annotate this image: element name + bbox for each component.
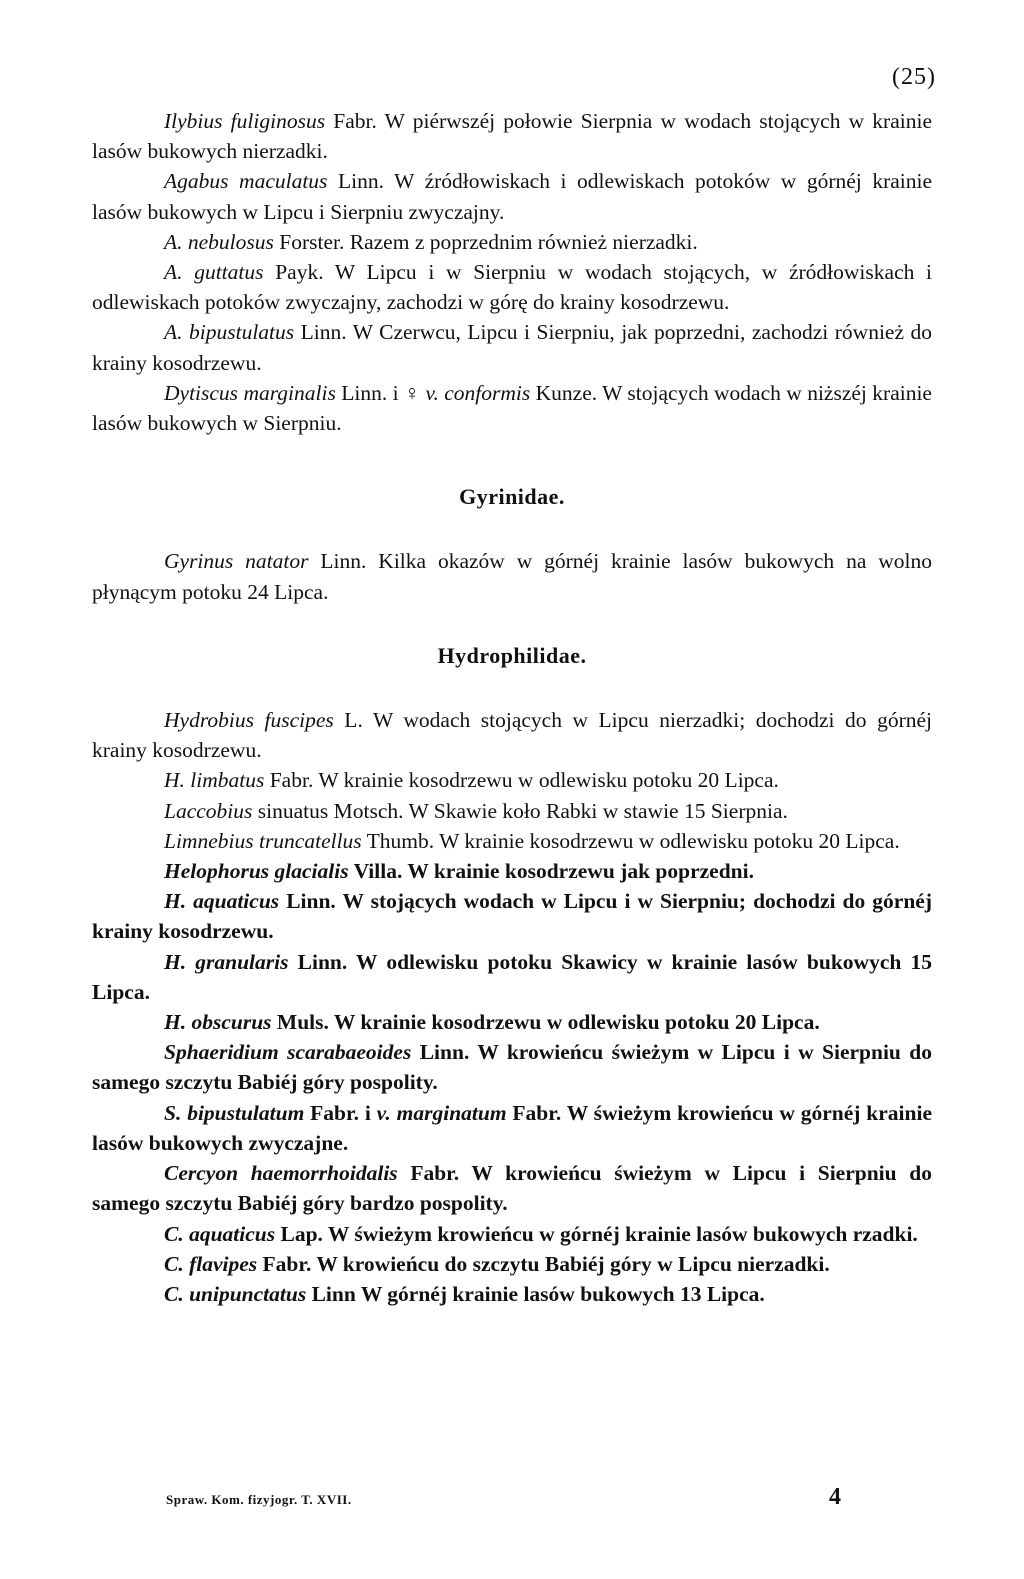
species-name: Helophorus glacialis <box>164 859 349 884</box>
entry-description: W wodach stojących w Lipcu nierzadki; dochodzi do górnéj krainy kosodrzewu. <box>92 708 932 763</box>
species-author: Muls. <box>271 1010 329 1035</box>
species-author: Payk. <box>263 260 324 285</box>
species-name: Ilybius fuliginosus <box>164 109 326 133</box>
species-author: Lap. <box>275 1221 323 1246</box>
species-name: A. nebulosus <box>164 229 274 254</box>
species-entry <box>92 227 932 257</box>
species-name: Hydrobius fuscipes <box>164 708 334 733</box>
species-entry <box>92 546 932 606</box>
species-author: Fabr. <box>264 768 314 793</box>
species-author: Linn. <box>288 949 348 974</box>
species-entry <box>92 1249 932 1279</box>
entry-description: W krainie kosodrzewu w odlewisku potoku 20 Lipca. <box>434 828 900 853</box>
species-name: H. granularis <box>164 949 289 974</box>
species-author: Fabr. <box>325 109 377 133</box>
species-entry <box>92 886 932 946</box>
entry-description: W krowieńcu świeżym w Lipcu i w Sierpniu do samego szczytu Babiéj góry pospolity. <box>92 1040 932 1095</box>
variety-name: v. marginatum <box>376 1100 507 1125</box>
variety-author: Fabr. <box>506 1100 562 1125</box>
species-entry <box>92 166 932 226</box>
entry-description: W krowieńcu świeżym w Lipcu i Sierpniu do samego szczytu Babiéj góry bardzo pospolity. <box>92 1161 932 1216</box>
species-entry <box>92 378 932 438</box>
species-author: Villa. <box>348 859 403 884</box>
footer-signature-number: 4 <box>829 1484 841 1510</box>
section-heading-hydrophilidae: Hydrophilidae. <box>437 642 587 668</box>
entry-description: W górnéj krainie lasów bukowych 13 Lipca. <box>355 1281 765 1306</box>
entry-description: W świeżym krowieńcu w górnéj krainie lasów bukowych zwyczajne. <box>92 1100 932 1155</box>
species-name: Dytiscus marginalis <box>164 380 336 405</box>
species-name: S. bipustulatum <box>164 1100 305 1125</box>
main-text <box>92 106 932 1309</box>
entry-description: W świeżym krowieńcu w górnéj krainie lasów bukowych rzadki. <box>322 1221 918 1246</box>
species-author: Linn. <box>294 320 347 345</box>
entry-description: W stojących wodach w Lipcu i w Sierpniu; dochodzi do górnéj krainy kosodrzewu. <box>92 889 932 944</box>
entry-description: W krainie kosodrzewu w odlewisku potoku 20 Lipca. <box>328 1010 820 1035</box>
species-name: A. guttatus <box>164 260 264 285</box>
species-entry <box>92 317 932 377</box>
section-hydrophilidae <box>92 705 932 1309</box>
species-name: Cercyon haemorrhoidalis <box>164 1161 398 1186</box>
entry-description: W Lipcu i w Sierpniu w wodach stojących, w źródłowiskach i odlewiskach potoków zwyczajny, zachodzi w górę do krainy kosodrzewu. <box>92 260 933 315</box>
entry-description: W odlewisku potoku Skawicy w krainie lasów bukowych 15 Lipca. <box>92 949 932 1004</box>
entry-description: W stojących wodach w niższéj krainie lasów bukowych w Sierpniu. <box>92 380 932 436</box>
species-entry <box>92 257 932 317</box>
species-name: C. unipunctatus <box>164 1281 307 1306</box>
entry-description: Kilka okazów w górnéj krainie lasów bukowych na wolno płynącym potoku 24 Lipca. <box>92 549 933 604</box>
species-name: A. bipustulatus <box>164 320 295 345</box>
section-dytiscidae-continued <box>92 106 932 438</box>
entry-description: W krainie kosodrzewu w odlewisku potoku 20 Lipca. <box>313 768 779 793</box>
species-author: Linn. i ♀ <box>335 380 426 405</box>
species-entry <box>92 1279 932 1309</box>
species-author: sinuatus Motsch. <box>252 798 404 823</box>
footer-citation: Spraw. Kom. fizyjogr. T. XVII. <box>166 1492 352 1507</box>
species-entry <box>92 796 932 826</box>
entry-description: W Skawie koło Rabki w stawie 15 Sierpnia. <box>403 798 788 823</box>
species-name: H. limbatus <box>164 768 265 793</box>
variety-author: Kunze. <box>530 380 598 405</box>
species-entry <box>92 856 932 886</box>
variety-name: v. conformis <box>425 380 531 405</box>
species-name: H. obscurus <box>164 1010 272 1035</box>
species-author: Fabr. i <box>304 1100 377 1125</box>
species-author: Fabr. <box>257 1251 312 1276</box>
species-name: Sphaeridium scarabaeoides <box>164 1040 412 1065</box>
species-author: Linn <box>306 1281 356 1306</box>
species-name: C. aquaticus <box>164 1221 276 1246</box>
species-author: Fabr. <box>397 1161 460 1186</box>
entry-description: W piérwszéj połowie Sierpnia w wodach stojących w krainie lasów bukowych nierzadki. <box>92 109 933 164</box>
entry-description: W Czerwcu, Lipcu i Sierpniu, jak poprzedni, zachodzi również do krainy kosodrzewu. <box>92 320 932 375</box>
species-entry <box>92 1098 932 1158</box>
species-entry <box>92 1007 932 1037</box>
species-entry <box>92 705 932 765</box>
section-heading-gyrinidae: Gyrinidae. <box>459 484 565 510</box>
entry-description: Razem z poprzednim również nierzadki. <box>344 229 698 254</box>
species-author: L. <box>333 708 363 733</box>
species-author: Linn. <box>279 889 336 914</box>
species-name: Limnebius truncatellus <box>164 828 362 853</box>
species-author: Linn. <box>327 169 384 194</box>
entry-description: W krowieńcu do szczytu Babiéj góry w Lipcu nierzadki. <box>311 1251 830 1276</box>
entry-description: W źródłowiskach i odlewiskach potoków w górnéj krainie lasów bukowych w Lipcu i Sierpniu zwyczajny. <box>92 169 933 224</box>
species-entry <box>92 947 932 1007</box>
species-author: Thumb. <box>361 828 435 853</box>
page-number: (25) <box>892 64 936 90</box>
species-entry <box>92 1158 932 1218</box>
species-name: Gyrinus natator <box>164 549 309 574</box>
species-entry <box>92 765 932 795</box>
entry-description: W krainie kosodrzewu jak poprzedni. <box>402 859 754 884</box>
species-name: Laccobius <box>164 798 253 823</box>
species-name: H. aquaticus <box>164 889 280 914</box>
section-gyrinidae <box>92 546 932 606</box>
species-author: Linn. <box>411 1040 470 1065</box>
species-entry <box>92 106 932 166</box>
species-author: Linn. <box>308 549 367 574</box>
species-author: Forster. <box>273 229 345 254</box>
species-entry <box>92 1219 932 1249</box>
species-name: C. flavipes <box>164 1251 258 1276</box>
species-entry <box>92 1037 932 1097</box>
species-name: Agabus maculatus <box>164 169 328 194</box>
species-entry <box>92 826 932 856</box>
